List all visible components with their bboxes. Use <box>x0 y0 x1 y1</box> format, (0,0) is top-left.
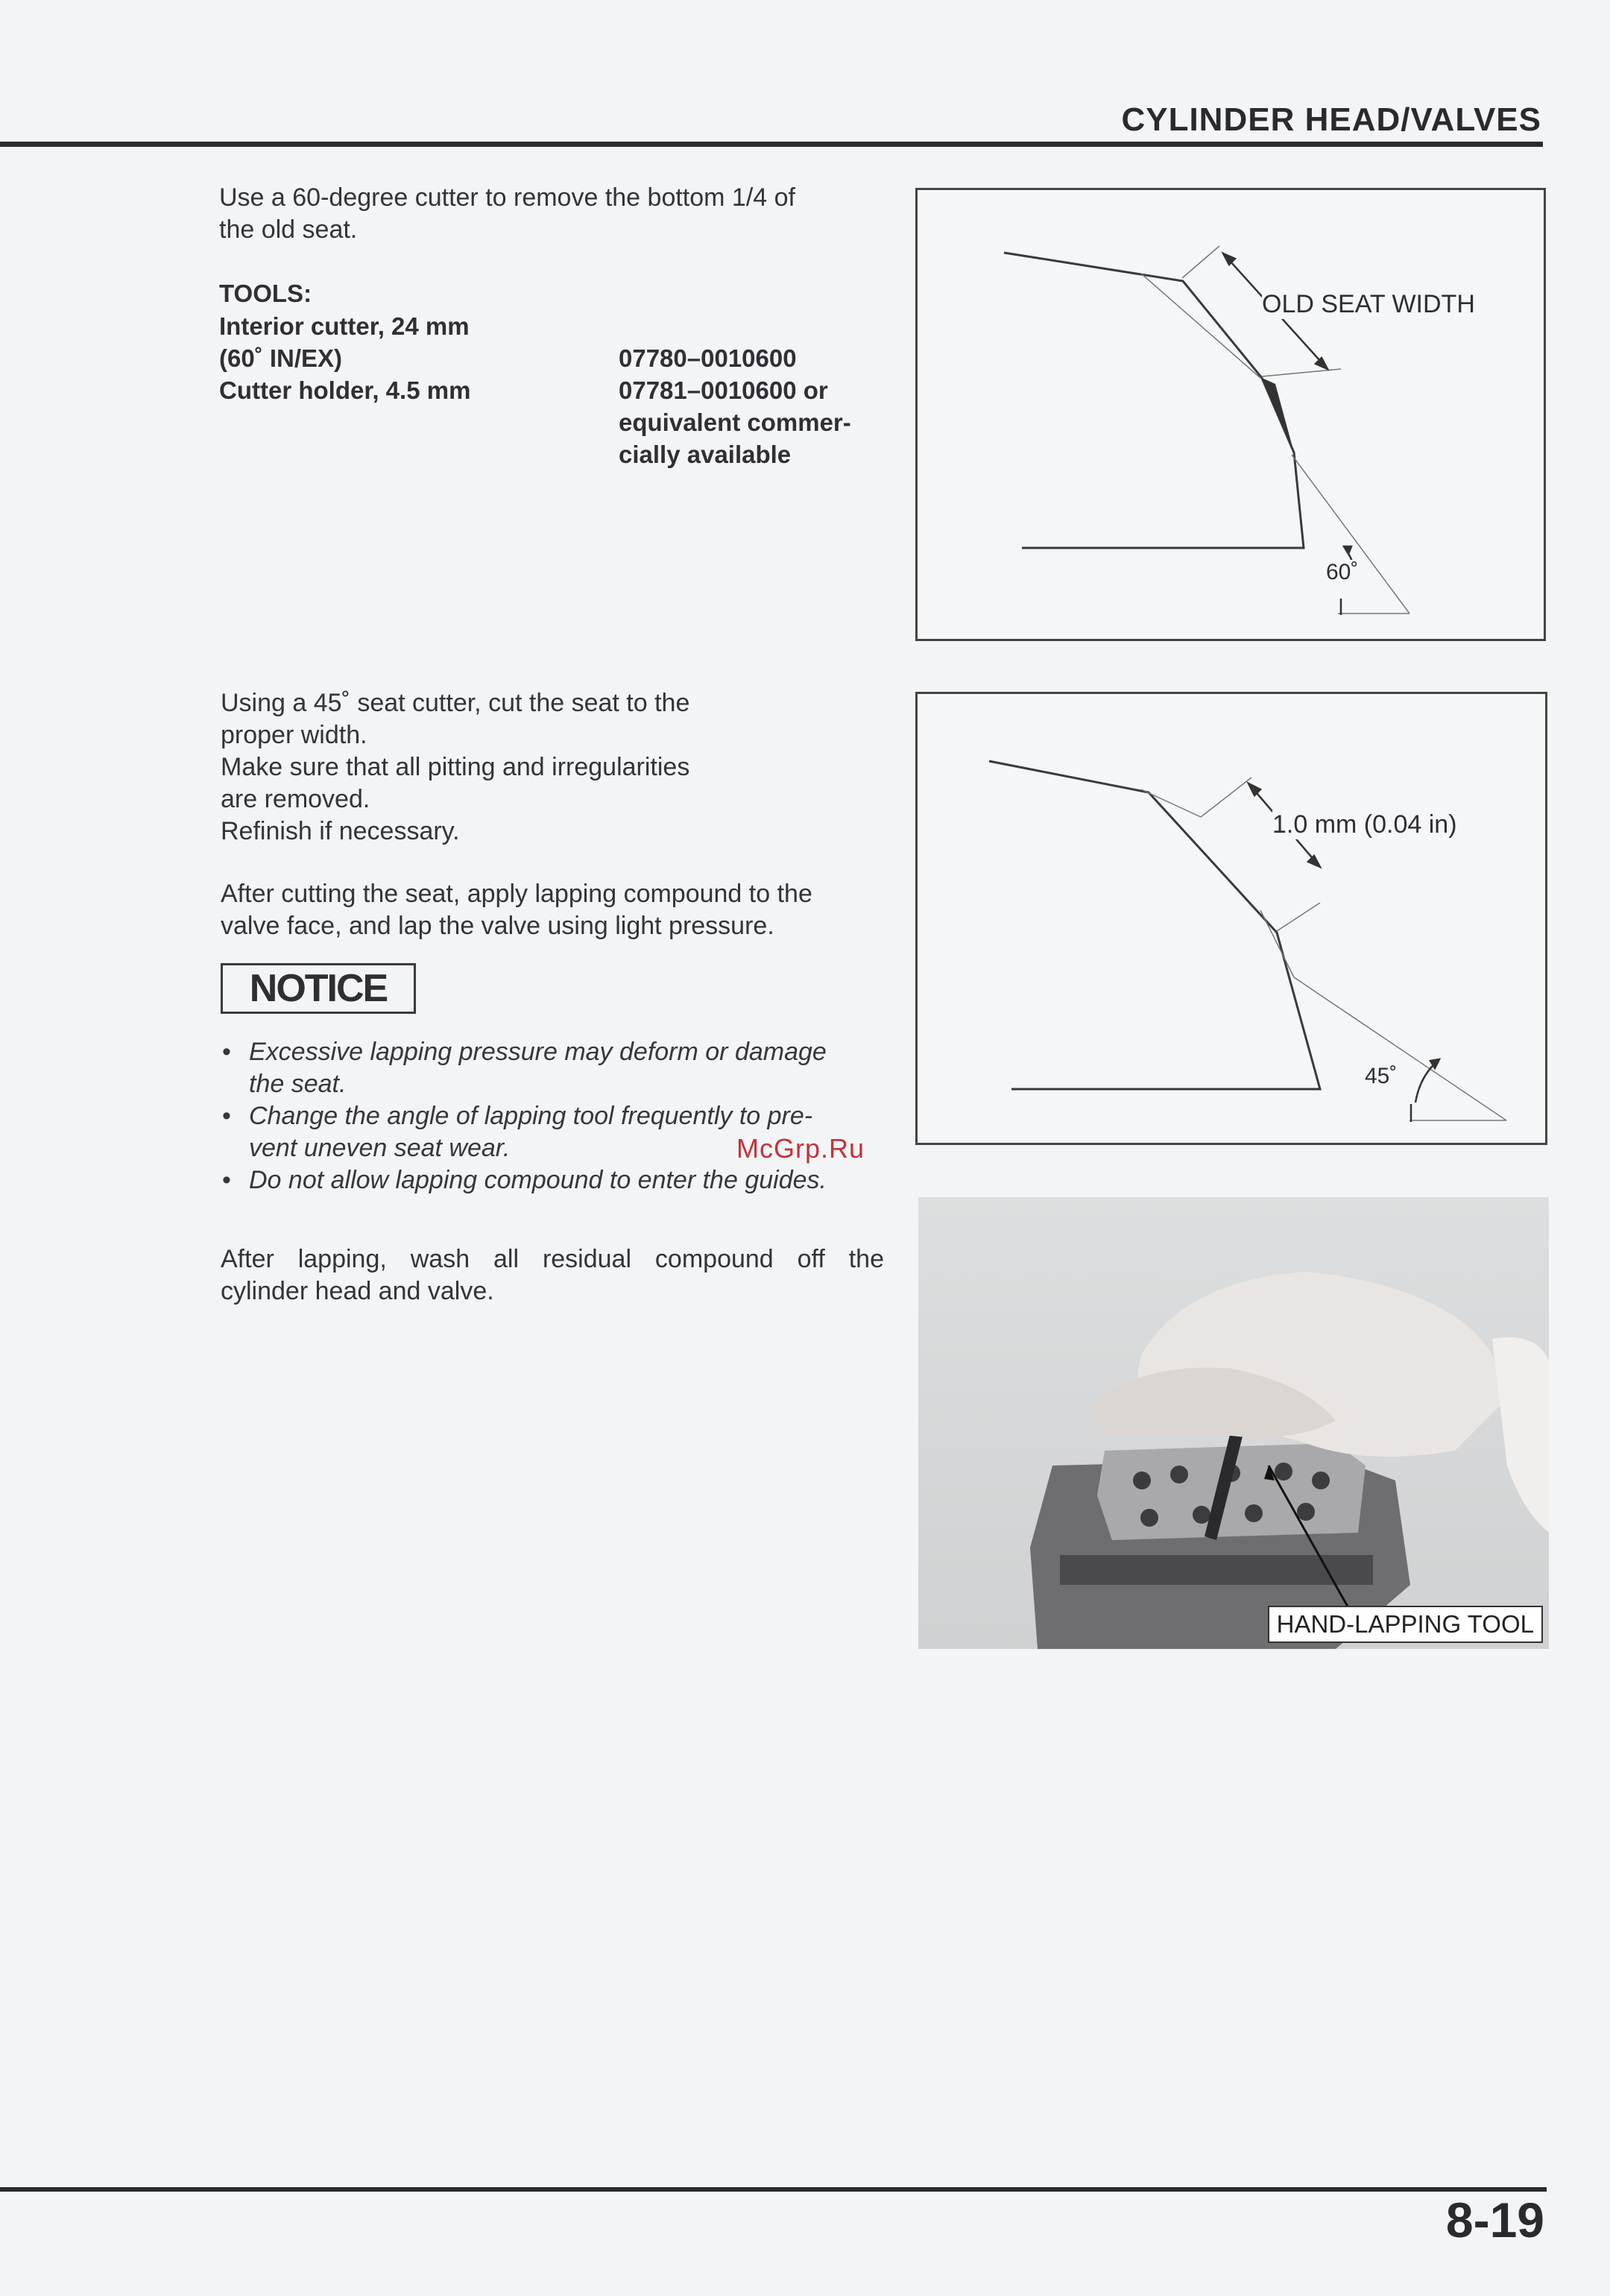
step2-line: Using a 45˚ seat cutter, cut the seat to the <box>221 689 690 717</box>
step2-line: Refinish if necessary. <box>221 817 460 845</box>
notice-item-text: the seat. <box>249 1070 347 1098</box>
hand-lapping-tool-caption: HAND-LAPPING TOOL <box>1268 1606 1543 1643</box>
arrow-head <box>1223 253 1235 265</box>
notice-label: NOTICE <box>221 963 416 1014</box>
tool-name: Interior cutter, 24 mm <box>219 312 470 340</box>
watermark-text: McGrp.Ru <box>736 1133 865 1164</box>
seat-width-label: 1.0 mm (0.04 in) <box>1272 810 1457 839</box>
notice-list <box>219 1036 890 1196</box>
step3-line: cylinder head and valve. <box>221 1277 494 1305</box>
notice-item-text: Change the angle of lapping tool frequently to pre- <box>249 1102 813 1130</box>
tool-part-number: 07781–0010600 or <box>619 376 828 404</box>
step2-line: are removed. <box>221 785 370 813</box>
lapping-text <box>221 878 891 942</box>
notice-item-text: vent uneven seat wear. <box>249 1134 511 1162</box>
figure-45-degree-cut <box>915 692 1547 1145</box>
arrow-head <box>1248 783 1260 795</box>
step1-text <box>219 182 890 246</box>
seat-diagram-45 <box>918 694 1545 1143</box>
cutter-angle-line <box>1292 455 1409 614</box>
step3-text <box>221 1243 884 1308</box>
photo-illustration <box>918 1197 1549 1649</box>
step2-line: proper width. <box>221 721 367 749</box>
tool-part-number: 07780–0010600 <box>619 344 797 372</box>
seat-diagram-60 <box>918 190 1544 639</box>
notice-item <box>219 1164 890 1196</box>
section-title: CYLINDER HEAD/VALVES <box>1121 101 1541 138</box>
dimension-extension <box>1201 778 1251 817</box>
step1-line: Use a 60-degree cutter to remove the bottom 1/4 of <box>219 183 795 212</box>
bullet-icon: • <box>222 1102 231 1130</box>
arrow-head <box>1344 546 1351 554</box>
footer-rule <box>0 2187 1547 2192</box>
tool-name: Cutter holder, 4.5 mm <box>219 376 471 404</box>
old-seat-width-label: OLD SEAT WIDTH <box>1262 290 1475 318</box>
arrow-head <box>1308 856 1320 867</box>
lapping-line: After cutting the seat, apply lapping compound to the <box>221 880 812 908</box>
angle-60-label: 60˚ <box>1326 560 1359 584</box>
dimension-extension <box>1182 246 1219 278</box>
notice-item-text: Excessive lapping pressure may deform or damage <box>249 1038 827 1066</box>
figure-60-degree-cut <box>915 188 1546 641</box>
step1-line: the old seat. <box>219 215 358 244</box>
angle-45-label: 45˚ <box>1365 1064 1398 1088</box>
bullet-icon: • <box>222 1166 231 1194</box>
notice-item <box>219 1036 890 1100</box>
old-seat-guide-line <box>1141 274 1260 378</box>
lapping-line: valve face, and lap the valve using light pressure. <box>221 912 774 940</box>
page-number: 8-19 <box>1445 2192 1544 2248</box>
tool-part-note: cially available <box>619 441 792 468</box>
tools-heading: TOOLS: <box>219 280 312 307</box>
step2-line: Make sure that all pitting and irregularities <box>221 753 690 781</box>
tool-part-note: equivalent commer- <box>619 409 851 436</box>
dimension-extension <box>1277 903 1320 931</box>
step3-line: After lapping, wash all residual compound off the <box>221 1245 884 1273</box>
seat-profile-line <box>1004 253 1304 548</box>
header-rule <box>0 142 1543 147</box>
tool-name: (60˚ IN/EX) <box>219 344 343 372</box>
notice-item-text: Do not allow lapping compound to enter the guides. <box>249 1166 827 1194</box>
old-seat-guide-line <box>1260 910 1294 977</box>
hand-lapping-photo <box>918 1197 1549 1649</box>
cutter-angle-line <box>1294 977 1506 1120</box>
bullet-icon: • <box>222 1038 231 1066</box>
old-seat-guide-line <box>1141 789 1201 817</box>
arrow-head <box>1316 358 1328 369</box>
step2-text <box>221 687 891 848</box>
